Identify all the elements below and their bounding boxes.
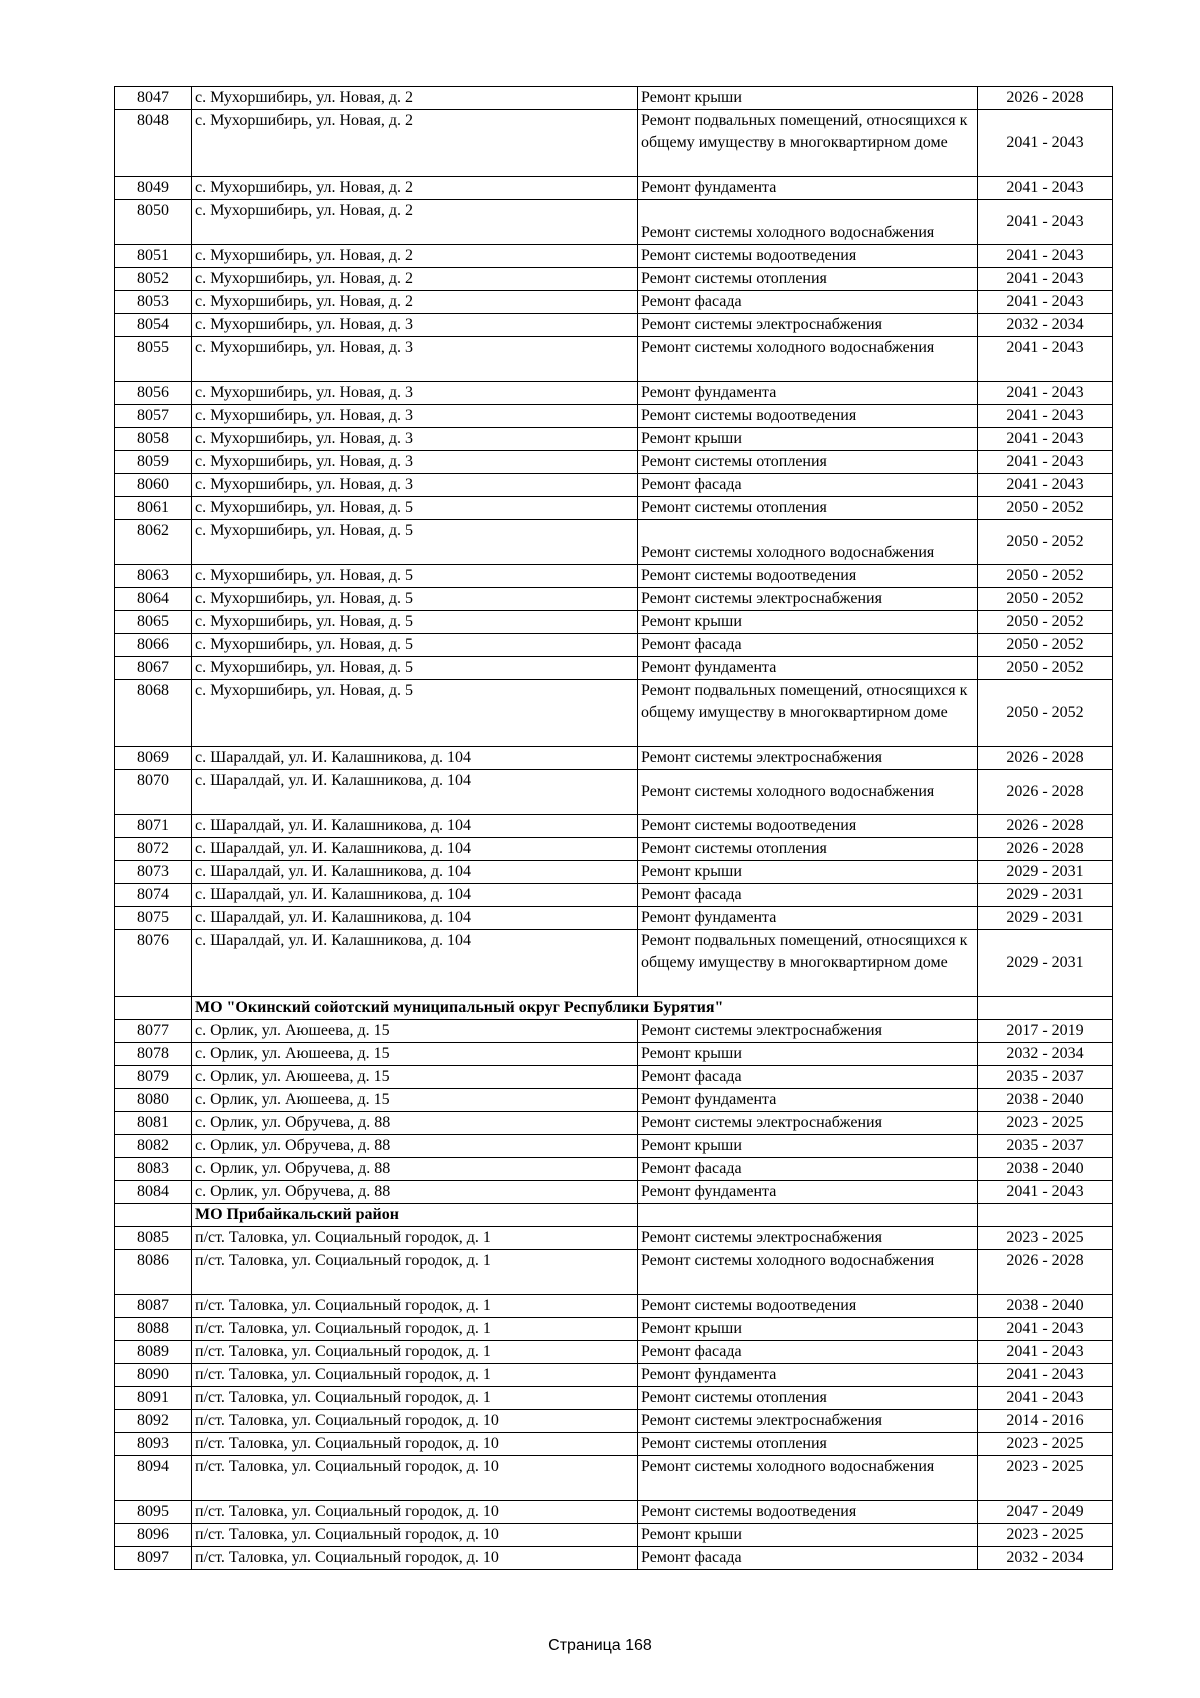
cell-period: 2029 - 2031 <box>978 907 1113 930</box>
table-row <box>115 907 1113 930</box>
cell-work: Ремонт подвальных помещений, относящихся к общему имуществу в многоквартирном доме <box>638 110 978 177</box>
table-row <box>115 1433 1113 1456</box>
cell-period: 2026 - 2028 <box>978 87 1113 110</box>
section-title: МО "Окинский сойотский муниципальный округ Республики Бурятия" <box>192 997 978 1020</box>
cell-number: 8096 <box>115 1524 192 1547</box>
table-row <box>115 1227 1113 1250</box>
cell-work: Ремонт подвальных помещений, относящихся к общему имуществу в многоквартирном доме <box>638 680 978 747</box>
table-row <box>115 680 1113 747</box>
table-row <box>115 1318 1113 1341</box>
table-row <box>115 451 1113 474</box>
cell-period: 2041 - 2043 <box>978 451 1113 474</box>
cell-work: Ремонт системы отопления <box>638 838 978 861</box>
cell-address: с. Орлик, ул. Аюшеева, д. 15 <box>192 1043 638 1066</box>
cell-number: 8070 <box>115 770 192 815</box>
cell-number: 8068 <box>115 680 192 747</box>
table-row <box>115 1547 1113 1570</box>
cell-address: с. Шаралдай, ул. И. Калашникова, д. 104 <box>192 884 638 907</box>
table-row <box>115 634 1113 657</box>
cell-work: Ремонт системы водоотведения <box>638 1501 978 1524</box>
cell-address: с. Мухоршибирь, ул. Новая, д. 5 <box>192 680 638 747</box>
cell-number: 8063 <box>115 565 192 588</box>
cell-work: Ремонт системы холодного водоснабжения <box>638 1250 978 1295</box>
cell-number: 8086 <box>115 1250 192 1295</box>
cell-number <box>115 997 192 1020</box>
cell-work: Ремонт системы электроснабжения <box>638 314 978 337</box>
cell-work: Ремонт фасада <box>638 1066 978 1089</box>
cell-period: 2026 - 2028 <box>978 815 1113 838</box>
cell-number: 8072 <box>115 838 192 861</box>
cell-period: 2041 - 2043 <box>978 1318 1113 1341</box>
table-row <box>115 1181 1113 1204</box>
cell-work: Ремонт подвальных помещений, относящихся к общему имуществу в многоквартирном доме <box>638 930 978 997</box>
cell-period: 2029 - 2031 <box>978 884 1113 907</box>
cell-period: 2038 - 2040 <box>978 1089 1113 1112</box>
cell-number: 8054 <box>115 314 192 337</box>
cell-number: 8069 <box>115 747 192 770</box>
cell-number: 8066 <box>115 634 192 657</box>
cell-address: с. Мухоршибирь, ул. Новая, д. 5 <box>192 588 638 611</box>
cell-work: Ремонт системы водоотведения <box>638 1295 978 1318</box>
cell-number: 8076 <box>115 930 192 997</box>
section-header-row <box>115 1204 1113 1227</box>
cell-address: с. Мухоршибирь, ул. Новая, д. 3 <box>192 337 638 382</box>
cell-number: 8077 <box>115 1020 192 1043</box>
cell-work: Ремонт крыши <box>638 1135 978 1158</box>
table-row <box>115 838 1113 861</box>
cell-address: с. Орлик, ул. Аюшеева, д. 15 <box>192 1020 638 1043</box>
cell-number: 8051 <box>115 245 192 268</box>
table-row <box>115 815 1113 838</box>
cell-period: 2023 - 2025 <box>978 1456 1113 1501</box>
table-row <box>115 110 1113 177</box>
cell-number: 8047 <box>115 87 192 110</box>
cell-period: 2041 - 2043 <box>978 337 1113 382</box>
table-row <box>115 1066 1113 1089</box>
cell-period: 2029 - 2031 <box>978 861 1113 884</box>
cell-work: Ремонт крыши <box>638 87 978 110</box>
cell-work: Ремонт системы отопления <box>638 451 978 474</box>
cell-period: 2041 - 2043 <box>978 405 1113 428</box>
cell-address: п/ст. Таловка, ул. Социальный городок, д. 1 <box>192 1341 638 1364</box>
cell-period: 2014 - 2016 <box>978 1410 1113 1433</box>
table-row <box>115 747 1113 770</box>
cell-number: 8097 <box>115 1547 192 1570</box>
cell-work: Ремонт крыши <box>638 611 978 634</box>
table-row <box>115 200 1113 245</box>
cell-address: с. Шаралдай, ул. И. Калашникова, д. 104 <box>192 907 638 930</box>
cell-number: 8064 <box>115 588 192 611</box>
cell-address: с. Орлик, ул. Обручева, д. 88 <box>192 1135 638 1158</box>
table-row <box>115 474 1113 497</box>
table-row <box>115 565 1113 588</box>
cell-period: 2041 - 2043 <box>978 1181 1113 1204</box>
cell-address: п/ст. Таловка, ул. Социальный городок, д. 10 <box>192 1433 638 1456</box>
cell-work: Ремонт системы водоотведения <box>638 405 978 428</box>
cell-address: п/ст. Таловка, ул. Социальный городок, д. 10 <box>192 1501 638 1524</box>
cell-work: Ремонт системы электроснабжения <box>638 588 978 611</box>
cell-work: Ремонт крыши <box>638 428 978 451</box>
cell-period: 2041 - 2043 <box>978 245 1113 268</box>
cell-number: 8052 <box>115 268 192 291</box>
table-row <box>115 1250 1113 1295</box>
cell-period: 2038 - 2040 <box>978 1158 1113 1181</box>
cell-period: 2041 - 2043 <box>978 291 1113 314</box>
cell-number: 8085 <box>115 1227 192 1250</box>
table-row <box>115 1341 1113 1364</box>
cell-period: 2041 - 2043 <box>978 1387 1113 1410</box>
table-row <box>115 268 1113 291</box>
cell-address: с. Мухоршибирь, ул. Новая, д. 5 <box>192 611 638 634</box>
table-row <box>115 1410 1113 1433</box>
cell-number: 8091 <box>115 1387 192 1410</box>
cell-work: Ремонт фасада <box>638 474 978 497</box>
table-row <box>115 1043 1113 1066</box>
cell-address: п/ст. Таловка, ул. Социальный городок, д. 1 <box>192 1227 638 1250</box>
table-row <box>115 1364 1113 1387</box>
table-row <box>115 87 1113 110</box>
section-header-row <box>115 997 1113 1020</box>
cell-period: 2050 - 2052 <box>978 611 1113 634</box>
cell-period: 2032 - 2034 <box>978 314 1113 337</box>
cell-period: 2041 - 2043 <box>978 268 1113 291</box>
table-row <box>115 1456 1113 1501</box>
repair-schedule-table <box>114 86 1113 1570</box>
cell-period: 2026 - 2028 <box>978 747 1113 770</box>
cell-address: с. Шаралдай, ул. И. Калашникова, д. 104 <box>192 770 638 815</box>
table-row <box>115 405 1113 428</box>
cell-address: с. Мухоршибирь, ул. Новая, д. 3 <box>192 314 638 337</box>
cell-period: 2035 - 2037 <box>978 1066 1113 1089</box>
cell-number: 8074 <box>115 884 192 907</box>
cell-address: п/ст. Таловка, ул. Социальный городок, д. 1 <box>192 1387 638 1410</box>
cell-number: 8090 <box>115 1364 192 1387</box>
cell-period: 2029 - 2031 <box>978 930 1113 997</box>
table-row <box>115 1135 1113 1158</box>
cell-number: 8089 <box>115 1341 192 1364</box>
cell-period: 2023 - 2025 <box>978 1112 1113 1135</box>
cell-address: п/ст. Таловка, ул. Социальный городок, д. 10 <box>192 1456 638 1501</box>
table-row <box>115 1501 1113 1524</box>
cell-address: с. Мухоршибирь, ул. Новая, д. 2 <box>192 200 638 245</box>
cell-work: Ремонт фасада <box>638 1341 978 1364</box>
cell-number: 8094 <box>115 1456 192 1501</box>
cell-period: 2026 - 2028 <box>978 838 1113 861</box>
cell-period: 2038 - 2040 <box>978 1295 1113 1318</box>
cell-number: 8075 <box>115 907 192 930</box>
table-row <box>115 930 1113 997</box>
cell-work: Ремонт системы водоотведения <box>638 815 978 838</box>
cell-address: п/ст. Таловка, ул. Социальный городок, д. 1 <box>192 1318 638 1341</box>
cell-address: с. Мухоршибирь, ул. Новая, д. 5 <box>192 497 638 520</box>
cell-work: Ремонт системы водоотведения <box>638 565 978 588</box>
cell-number: 8055 <box>115 337 192 382</box>
cell-number: 8081 <box>115 1112 192 1135</box>
cell-address: с. Мухоршибирь, ул. Новая, д. 2 <box>192 110 638 177</box>
cell-number: 8079 <box>115 1066 192 1089</box>
cell-number: 8093 <box>115 1433 192 1456</box>
cell-address: п/ст. Таловка, ул. Социальный городок, д. 10 <box>192 1524 638 1547</box>
section-title: МО Прибайкальский район <box>192 1204 638 1227</box>
cell-address: с. Шаралдай, ул. И. Калашникова, д. 104 <box>192 747 638 770</box>
table-body <box>115 87 1113 1570</box>
cell-period: 2050 - 2052 <box>978 520 1113 565</box>
cell-number: 8061 <box>115 497 192 520</box>
cell-work: Ремонт системы отопления <box>638 268 978 291</box>
cell-work: Ремонт крыши <box>638 861 978 884</box>
cell-number: 8071 <box>115 815 192 838</box>
table-row <box>115 1387 1113 1410</box>
cell-work: Ремонт фундамента <box>638 1364 978 1387</box>
cell-period: 2050 - 2052 <box>978 680 1113 747</box>
cell-work: Ремонт системы холодного водоснабжения <box>638 520 978 565</box>
cell-address: с. Мухоршибирь, ул. Новая, д. 3 <box>192 382 638 405</box>
cell-work <box>638 1204 978 1227</box>
cell-period <box>978 997 1113 1020</box>
cell-address: п/ст. Таловка, ул. Социальный городок, д. 1 <box>192 1295 638 1318</box>
cell-address: п/ст. Таловка, ул. Социальный городок, д. 10 <box>192 1410 638 1433</box>
cell-number: 8080 <box>115 1089 192 1112</box>
table-row <box>115 1020 1113 1043</box>
cell-period: 2023 - 2025 <box>978 1524 1113 1547</box>
cell-number: 8073 <box>115 861 192 884</box>
cell-work: Ремонт системы холодного водоснабжения <box>638 1456 978 1501</box>
cell-period: 2041 - 2043 <box>978 1341 1113 1364</box>
cell-address: с. Мухоршибирь, ул. Новая, д. 3 <box>192 428 638 451</box>
cell-number: 8060 <box>115 474 192 497</box>
cell-address: с. Мухоршибирь, ул. Новая, д. 5 <box>192 565 638 588</box>
cell-number: 8062 <box>115 520 192 565</box>
table-row <box>115 428 1113 451</box>
cell-number: 8059 <box>115 451 192 474</box>
cell-work: Ремонт фундамента <box>638 657 978 680</box>
cell-number <box>115 1204 192 1227</box>
table-row <box>115 1112 1113 1135</box>
cell-work: Ремонт фундамента <box>638 1181 978 1204</box>
cell-period: 2017 - 2019 <box>978 1020 1113 1043</box>
cell-number: 8082 <box>115 1135 192 1158</box>
cell-period: 2050 - 2052 <box>978 565 1113 588</box>
cell-number: 8067 <box>115 657 192 680</box>
cell-number: 8053 <box>115 291 192 314</box>
page-number: Страница 168 <box>548 1637 652 1654</box>
cell-number: 8065 <box>115 611 192 634</box>
cell-number: 8056 <box>115 382 192 405</box>
table-row <box>115 1524 1113 1547</box>
cell-period: 2035 - 2037 <box>978 1135 1113 1158</box>
cell-period: 2026 - 2028 <box>978 770 1113 815</box>
cell-period: 2050 - 2052 <box>978 588 1113 611</box>
cell-address: с. Шаралдай, ул. И. Калашникова, д. 104 <box>192 861 638 884</box>
cell-address: с. Мухоршибирь, ул. Новая, д. 2 <box>192 87 638 110</box>
cell-address: с. Мухоршибирь, ул. Новая, д. 3 <box>192 474 638 497</box>
cell-work: Ремонт системы электроснабжения <box>638 1227 978 1250</box>
cell-work: Ремонт крыши <box>638 1524 978 1547</box>
table-row <box>115 861 1113 884</box>
table-row <box>115 588 1113 611</box>
cell-period: 2050 - 2052 <box>978 657 1113 680</box>
cell-work: Ремонт системы электроснабжения <box>638 1112 978 1135</box>
cell-work: Ремонт фундамента <box>638 907 978 930</box>
cell-work: Ремонт фасада <box>638 291 978 314</box>
cell-address: с. Шаралдай, ул. И. Калашникова, д. 104 <box>192 930 638 997</box>
cell-work: Ремонт системы холодного водоснабжения <box>638 200 978 245</box>
cell-period: 2041 - 2043 <box>978 382 1113 405</box>
cell-address: с. Шаралдай, ул. И. Калашникова, д. 104 <box>192 815 638 838</box>
cell-work: Ремонт системы отопления <box>638 1387 978 1410</box>
cell-address: с. Орлик, ул. Обручева, д. 88 <box>192 1181 638 1204</box>
cell-number: 8078 <box>115 1043 192 1066</box>
cell-work: Ремонт фасада <box>638 634 978 657</box>
cell-number: 8057 <box>115 405 192 428</box>
table-row <box>115 177 1113 200</box>
table-row <box>115 314 1113 337</box>
table-row <box>115 497 1113 520</box>
table-row <box>115 657 1113 680</box>
cell-address: с. Орлик, ул. Аюшеева, д. 15 <box>192 1089 638 1112</box>
cell-period: 2050 - 2052 <box>978 634 1113 657</box>
cell-address: с. Мухоршибирь, ул. Новая, д. 3 <box>192 405 638 428</box>
cell-address: с. Мухоршибирь, ул. Новая, д. 2 <box>192 268 638 291</box>
table-row <box>115 382 1113 405</box>
cell-address: с. Мухоршибирь, ул. Новая, д. 5 <box>192 657 638 680</box>
cell-period: 2041 - 2043 <box>978 200 1113 245</box>
cell-work: Ремонт системы холодного водоснабжения <box>638 337 978 382</box>
cell-address: п/ст. Таловка, ул. Социальный городок, д. 10 <box>192 1547 638 1570</box>
cell-period: 2023 - 2025 <box>978 1227 1113 1250</box>
cell-number: 8049 <box>115 177 192 200</box>
cell-period <box>978 1204 1113 1227</box>
cell-period: 2041 - 2043 <box>978 110 1113 177</box>
cell-period: 2026 - 2028 <box>978 1250 1113 1295</box>
cell-period: 2047 - 2049 <box>978 1501 1113 1524</box>
cell-address: с. Мухоршибирь, ул. Новая, д. 2 <box>192 291 638 314</box>
cell-number: 8048 <box>115 110 192 177</box>
cell-period: 2032 - 2034 <box>978 1043 1113 1066</box>
table-row <box>115 884 1113 907</box>
cell-work: Ремонт крыши <box>638 1043 978 1066</box>
cell-number: 8058 <box>115 428 192 451</box>
cell-work: Ремонт системы водоотведения <box>638 245 978 268</box>
cell-work: Ремонт системы электроснабжения <box>638 1410 978 1433</box>
table-row <box>115 611 1113 634</box>
cell-number: 8088 <box>115 1318 192 1341</box>
cell-address: п/ст. Таловка, ул. Социальный городок, д. 1 <box>192 1364 638 1387</box>
cell-work: Ремонт фундамента <box>638 177 978 200</box>
cell-work: Ремонт фасада <box>638 1158 978 1181</box>
cell-period: 2050 - 2052 <box>978 497 1113 520</box>
table-row <box>115 245 1113 268</box>
cell-work: Ремонт системы отопления <box>638 1433 978 1456</box>
cell-address: с. Шаралдай, ул. И. Калашникова, д. 104 <box>192 838 638 861</box>
cell-period: 2041 - 2043 <box>978 177 1113 200</box>
cell-work: Ремонт системы электроснабжения <box>638 747 978 770</box>
cell-address: с. Орлик, ул. Обручева, д. 88 <box>192 1112 638 1135</box>
cell-address: с. Мухоршибирь, ул. Новая, д. 5 <box>192 520 638 565</box>
cell-period: 2041 - 2043 <box>978 1364 1113 1387</box>
cell-number: 8092 <box>115 1410 192 1433</box>
cell-period: 2041 - 2043 <box>978 474 1113 497</box>
cell-work: Ремонт фундамента <box>638 382 978 405</box>
cell-work: Ремонт крыши <box>638 1318 978 1341</box>
cell-period: 2023 - 2025 <box>978 1433 1113 1456</box>
cell-address: п/ст. Таловка, ул. Социальный городок, д. 1 <box>192 1250 638 1295</box>
cell-work: Ремонт фасада <box>638 884 978 907</box>
cell-work: Ремонт системы отопления <box>638 497 978 520</box>
cell-period: 2041 - 2043 <box>978 428 1113 451</box>
cell-address: с. Мухоршибирь, ул. Новая, д. 5 <box>192 634 638 657</box>
table-row <box>115 1089 1113 1112</box>
table-row <box>115 337 1113 382</box>
cell-work: Ремонт системы холодного водоснабжения <box>638 770 978 815</box>
cell-address: с. Мухоршибирь, ул. Новая, д. 2 <box>192 177 638 200</box>
table-row <box>115 1295 1113 1318</box>
cell-number: 8083 <box>115 1158 192 1181</box>
cell-work: Ремонт фасада <box>638 1547 978 1570</box>
table-row <box>115 520 1113 565</box>
table-row <box>115 291 1113 314</box>
cell-work: Ремонт фундамента <box>638 1089 978 1112</box>
cell-number: 8050 <box>115 200 192 245</box>
table-row <box>115 770 1113 815</box>
cell-number: 8095 <box>115 1501 192 1524</box>
cell-address: с. Орлик, ул. Аюшеева, д. 15 <box>192 1066 638 1089</box>
cell-number: 8087 <box>115 1295 192 1318</box>
table-row <box>115 1158 1113 1181</box>
cell-number: 8084 <box>115 1181 192 1204</box>
cell-work: Ремонт системы электроснабжения <box>638 1020 978 1043</box>
cell-period: 2032 - 2034 <box>978 1547 1113 1570</box>
cell-address: с. Мухоршибирь, ул. Новая, д. 3 <box>192 451 638 474</box>
cell-address: с. Мухоршибирь, ул. Новая, д. 2 <box>192 245 638 268</box>
cell-address: с. Орлик, ул. Обручева, д. 88 <box>192 1158 638 1181</box>
